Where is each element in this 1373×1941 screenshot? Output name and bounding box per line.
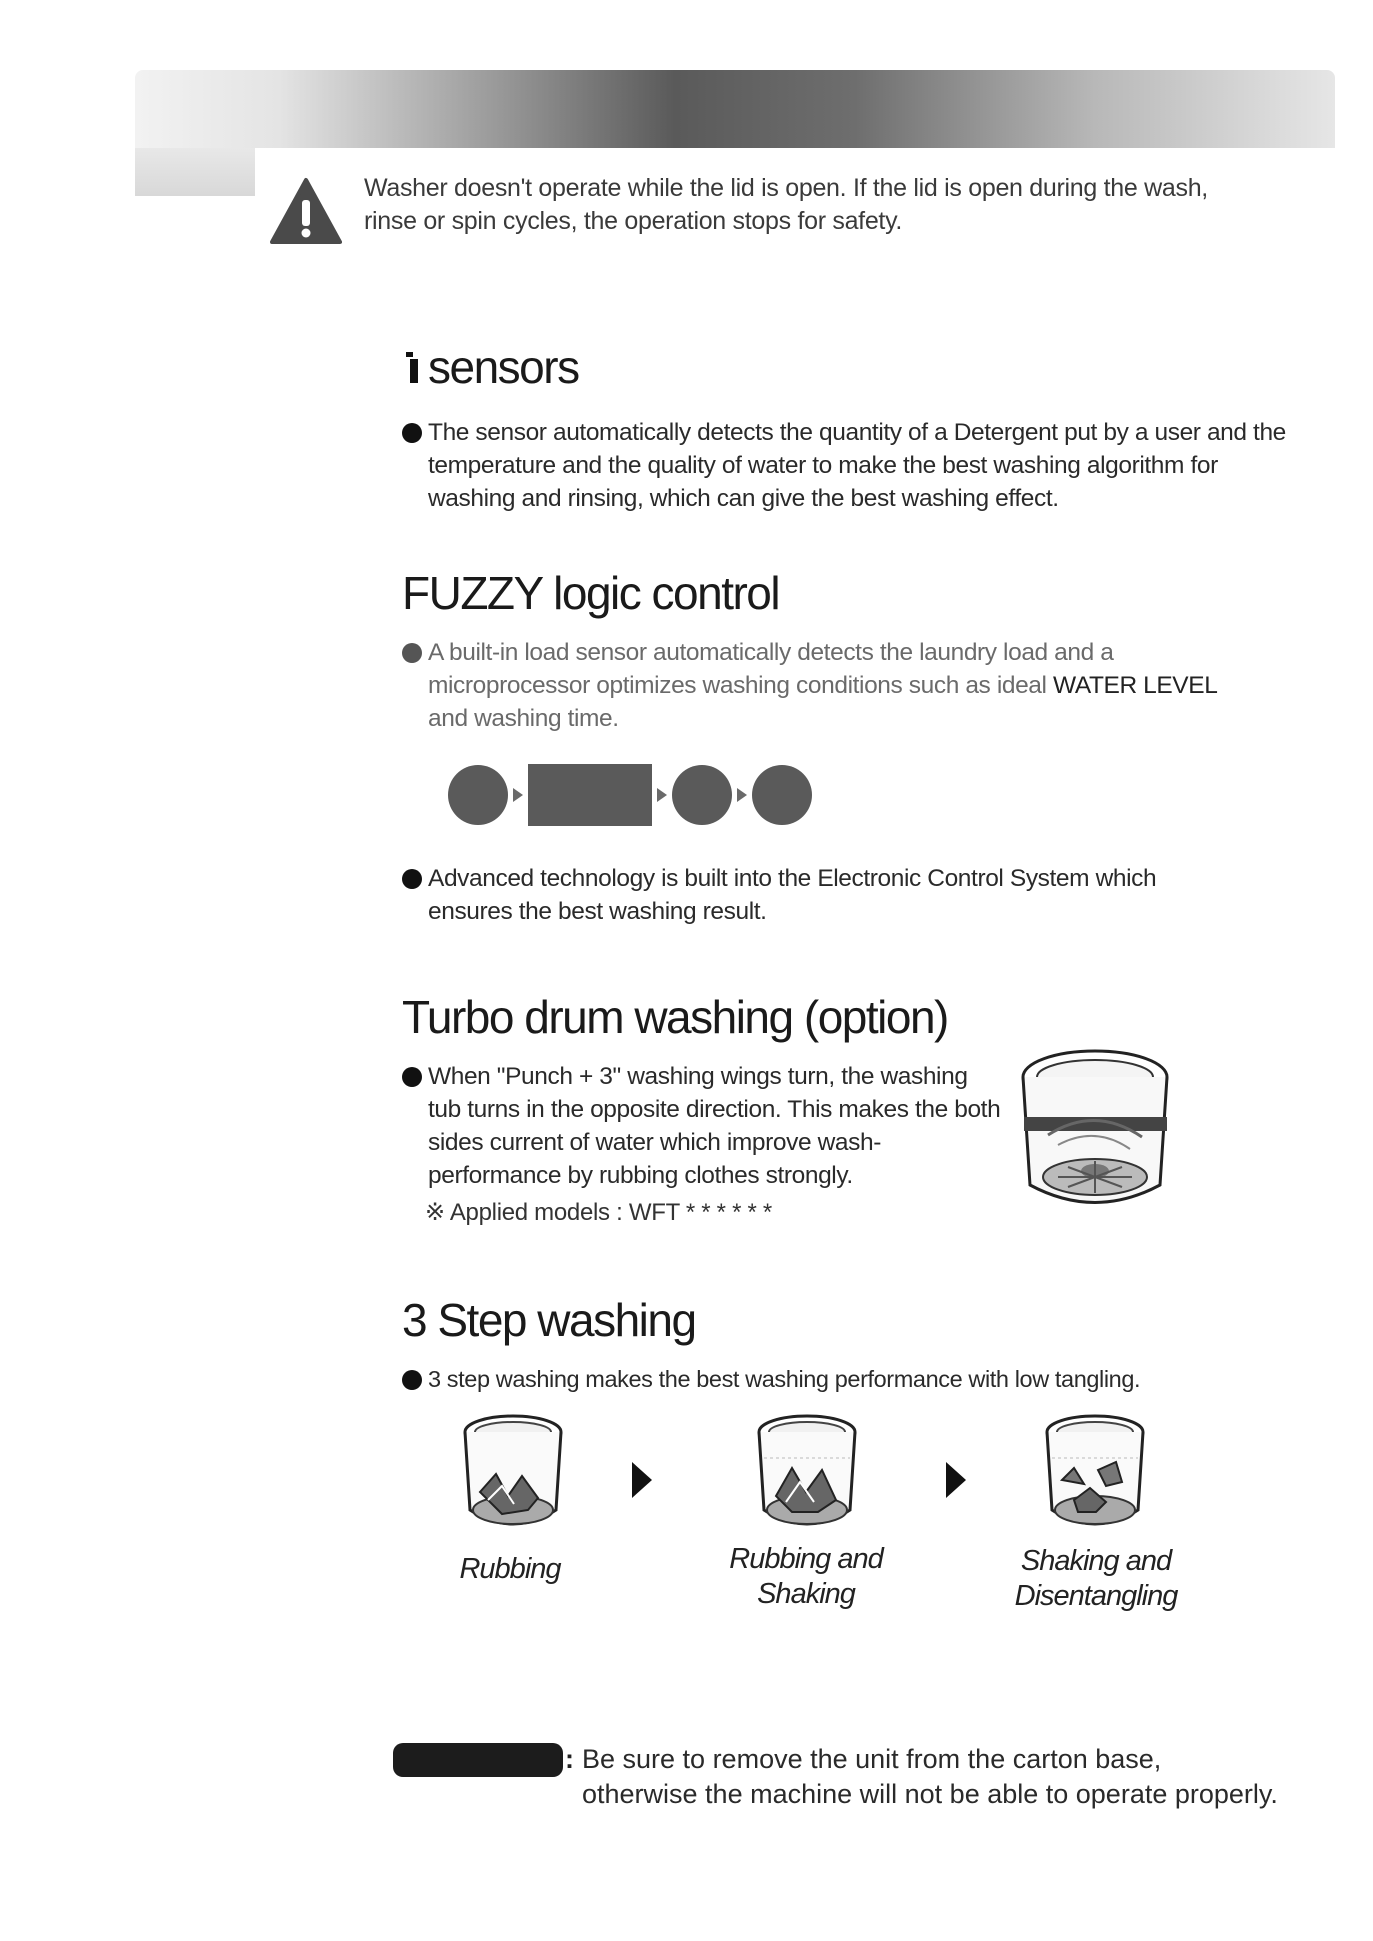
turbo-heading: Turbo drum washing (option) bbox=[402, 991, 948, 1043]
step-arrow-icon bbox=[632, 1462, 652, 1498]
note-label-bar bbox=[393, 1743, 563, 1777]
caption-rubbing-shaking: Rubbing and Shaking bbox=[729, 1543, 883, 1610]
fuzzy-paragraph: A built-in load sensor automatically detects the laundry load and a microprocessor optimizes washing conditions such as ideal WATER LEVEL and washing time. bbox=[402, 636, 1302, 735]
applied-models-note: ※ Applied models : WFT * * * * * * bbox=[425, 1199, 772, 1226]
fuzzy-heading: FUZZY logic control bbox=[402, 567, 780, 619]
advanced-paragraph: Advanced technology is built into the Electronic Control System which ensures the best washing result. bbox=[402, 862, 1302, 928]
bullet-icon bbox=[402, 1370, 422, 1390]
sensors-paragraph: The sensor automatically detects the quantity of a Detergent put by a user and the temperature and the quality of water to make the best washing algorithm for washing and rinsing, which can give the best washing effect. bbox=[402, 416, 1302, 515]
carton-base-note: Be sure to remove the unit from the carton base, otherwise the machine will not be able to operate properly. bbox=[582, 1744, 1278, 1809]
sensors-heading: sensors bbox=[402, 340, 579, 394]
flow-arrow-icon bbox=[737, 788, 747, 802]
tub-shaking-disentangling-illustration bbox=[1040, 1410, 1150, 1540]
flow-step bbox=[528, 764, 652, 826]
flow-step bbox=[448, 765, 508, 825]
bullet-icon bbox=[402, 423, 422, 443]
step-arrow-icon bbox=[946, 1462, 966, 1498]
fuzzy-flow-diagram bbox=[448, 762, 812, 828]
flow-arrow-icon bbox=[657, 788, 667, 802]
bullet-icon bbox=[402, 1067, 422, 1087]
turbo-paragraph: When "Punch + 3" washing wings turn, the washing tub turns in the opposite direction. This makes the both sides current of water which improve wash- performance by rubbing clothes strongly. bbox=[402, 1060, 1022, 1192]
caption-rubbing: Rubbing bbox=[459, 1553, 561, 1585]
bullet-icon bbox=[402, 869, 422, 889]
header-band bbox=[135, 70, 1335, 148]
flow-step bbox=[672, 765, 732, 825]
turbo-drum-illustration bbox=[1018, 1045, 1173, 1215]
caption-shaking-disentangling: Shaking and Disentangling bbox=[1014, 1545, 1178, 1612]
header-tab bbox=[135, 148, 255, 196]
warning-text: Washer doesn't operate while the lid is open. If the lid is open during the wash, rinse or spin cycles, the operation stops for safety. bbox=[364, 174, 1208, 235]
tub-rubbing-illustration bbox=[458, 1410, 568, 1540]
flow-arrow-icon bbox=[513, 788, 523, 802]
step-heading: 3 Step washing bbox=[402, 1294, 696, 1346]
warning-triangle-icon bbox=[270, 176, 342, 248]
flow-step bbox=[752, 765, 812, 825]
sensor-mark-icon bbox=[402, 348, 424, 386]
step-paragraph: 3 step washing makes the best washing performance with low tangling. bbox=[402, 1363, 1302, 1396]
safety-warning bbox=[270, 172, 1320, 248]
bullet-icon bbox=[402, 643, 422, 663]
note-colon: : bbox=[565, 1744, 574, 1774]
tub-rubbing-shaking-illustration bbox=[752, 1410, 862, 1540]
